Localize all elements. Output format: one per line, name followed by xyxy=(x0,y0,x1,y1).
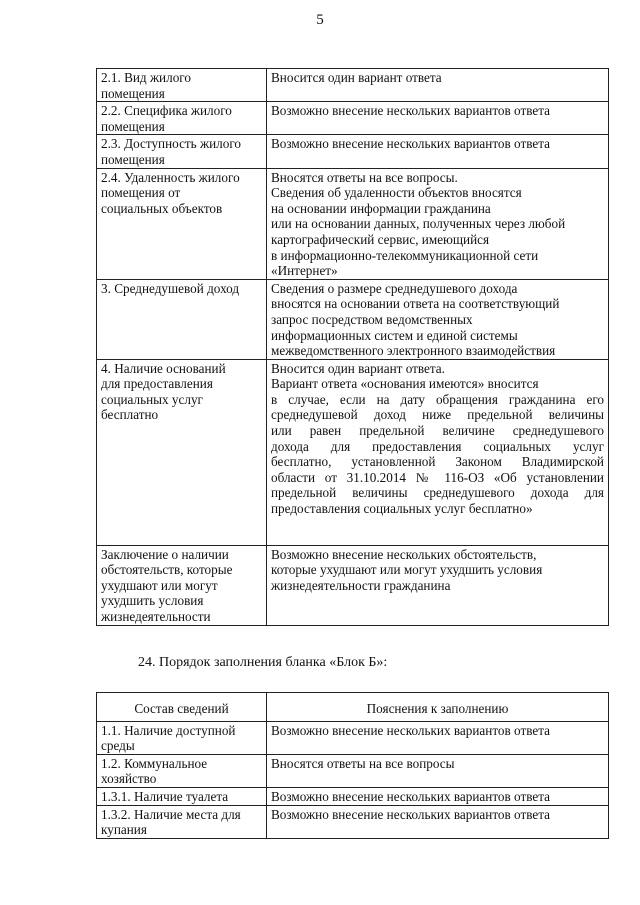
field-cell: 1.3.1. Наличие туалета xyxy=(97,787,267,805)
field-cell: 1.1. Наличие доступной среды xyxy=(97,721,267,754)
column-header-composition: Состав сведений xyxy=(97,693,267,722)
table-row xyxy=(97,135,609,168)
explanation-cell: Вносится один вариант ответа. Вариант ответа «основания имеются» вносится в случае, если на дату обращения гражданина его среднедушевой доход ниже предельной величины или равен предельной величине среднедушевого дохода для предоставления социальных услуг бесплатно, установленной Законом Владимирской области от 31.10.2014 № 116-ОЗ «Об установлении предельной величины среднедушевого дохода для предоставления социальных услуг бесплатно» xyxy=(267,359,609,545)
explanation-cell: Возможно внесение нескольких вариантов ответа xyxy=(267,787,609,805)
fill-instructions-table xyxy=(96,68,609,626)
block-b-table xyxy=(96,692,609,839)
justified-paragraph: в случае, если на дату обращения гражданина его среднедушевой доход ниже предельной величины или равен предельной величине среднедушевого дохода для предоставления социальных услуг бесплатно, установленной Законом Владимирской области от 31.10.2014 № 116-ОЗ «Об установлении предельной величины среднедушевого дохода для предоставления социальных услуг бесплатно» xyxy=(271,391,604,517)
table-row xyxy=(97,754,609,787)
explanation-cell: Возможно внесение нескольких вариантов ответа xyxy=(267,721,609,754)
table-row xyxy=(97,805,609,838)
field-cell: 2.3. Доступность жилого помещения xyxy=(97,135,267,168)
table-row xyxy=(97,787,609,805)
table-row xyxy=(97,102,609,135)
field-cell: Заключение о наличии обстоятельств, которые ухудшают или могут ухудшить условия жизнедеятельности xyxy=(97,545,267,625)
table-row xyxy=(97,545,609,625)
field-cell: 1.2. Коммунальное хозяйство xyxy=(97,754,267,787)
explanation-cell: Возможно внесение нескольких обстоятельств, которые ухудшают или могут ухудшить условия жизнедеятельности гражданина xyxy=(267,545,609,625)
field-cell: 2.1. Вид жилого помещения xyxy=(97,69,267,102)
explanation-cell: Возможно внесение нескольких вариантов ответа xyxy=(267,805,609,838)
table-row xyxy=(97,279,609,359)
table-header-row xyxy=(97,693,609,722)
field-cell: 4. Наличие оснований для предоставления социальных услуг бесплатно xyxy=(97,359,267,545)
explanation-cell: Возможно внесение нескольких вариантов ответа xyxy=(267,102,609,135)
explanation-cell: Возможно внесение нескольких вариантов ответа xyxy=(267,135,609,168)
explanation-cell: Вносятся ответы на все вопросы. Сведения об удаленности объектов вносятся на основании информации гражданина или на основании данных, полученных через любой картографический сервис, имеющийся в информационно-телекоммуникационной сети «Интернет» xyxy=(267,168,609,279)
table-row xyxy=(97,168,609,279)
explanation-cell: Вносится один вариант ответа xyxy=(267,69,609,102)
field-cell: 3. Среднедушевой доход xyxy=(97,279,267,359)
column-header-explanation: Пояснения к заполнению xyxy=(267,693,609,722)
table-row xyxy=(97,359,609,545)
section-heading: 24. Порядок заполнения бланка «Блок Б»: xyxy=(138,655,388,670)
field-cell: 2.4. Удаленность жилого помещения от социальных объектов xyxy=(97,168,267,279)
table-row xyxy=(97,69,609,102)
field-cell: 2.2. Специфика жилого помещения xyxy=(97,102,267,135)
page-number: 5 xyxy=(316,12,324,28)
table-row xyxy=(97,721,609,754)
field-cell: 1.3.2. Наличие места для купания xyxy=(97,805,267,838)
explanation-cell: Вносятся ответы на все вопросы xyxy=(267,754,609,787)
explanation-cell: Сведения о размере среднедушевого дохода вносятся на основании ответа на соответствующий запрос посредством ведомственных информационных систем и единой системы межведомственного электронного взаимодействия xyxy=(267,279,609,359)
